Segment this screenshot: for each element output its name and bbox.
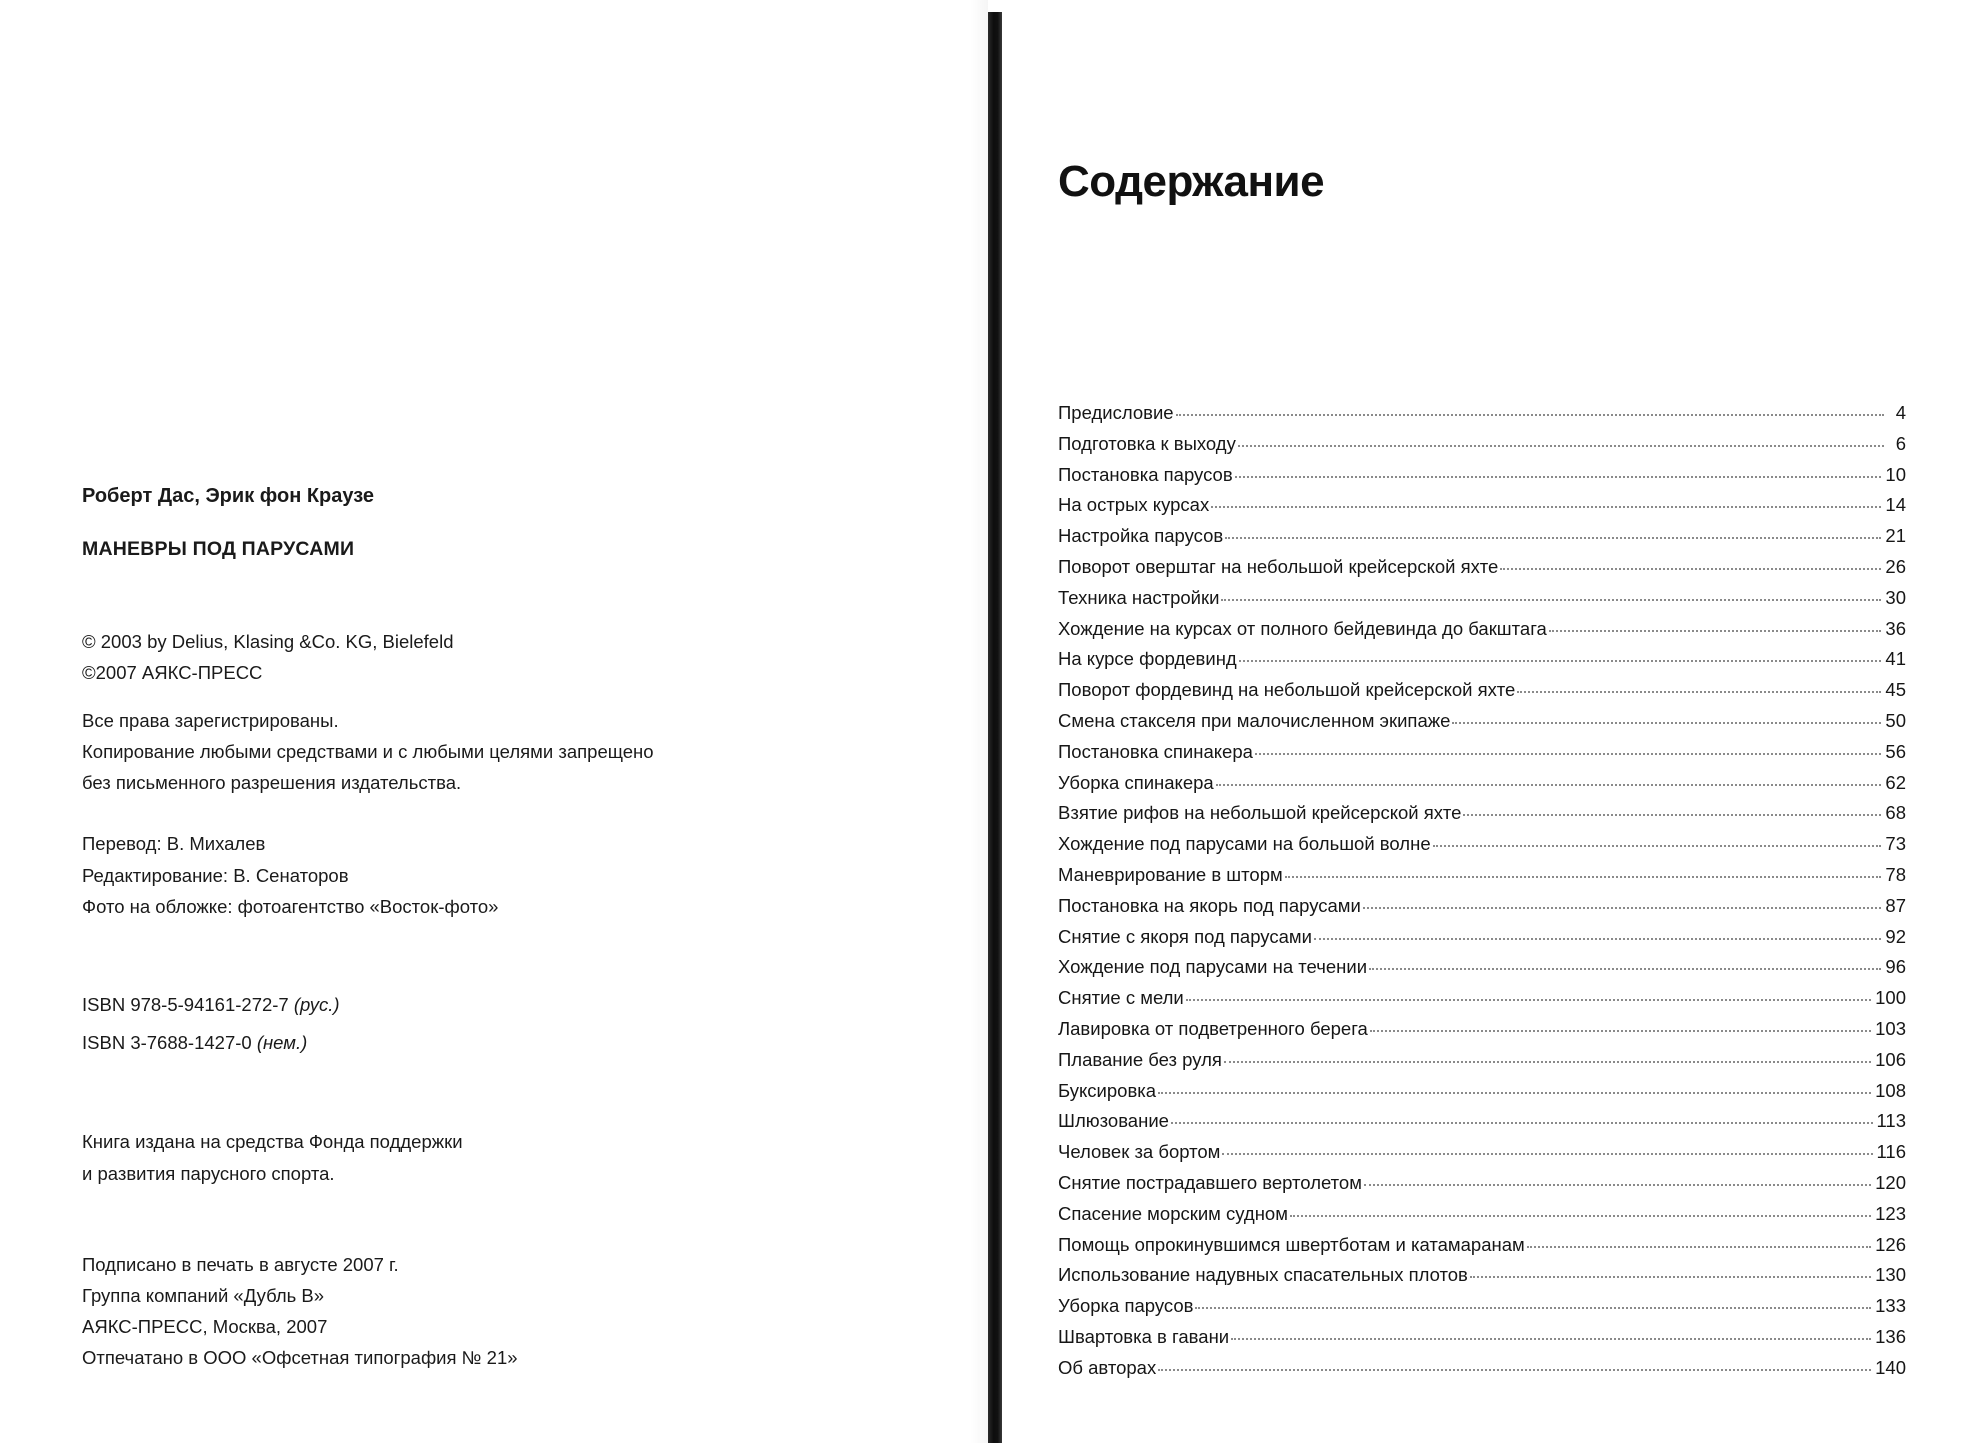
toc-dot-leader	[1470, 1276, 1871, 1278]
toc-dot-leader	[1225, 537, 1881, 539]
toc-dot-leader	[1255, 753, 1881, 755]
isbn-russian-number: ISBN 978-5-94161-272-7	[82, 994, 289, 1015]
toc-entry	[1058, 1326, 1906, 1357]
book-spine	[988, 12, 1002, 1443]
print-line-3: АЯКС-ПРЕСС, Москва, 2007	[82, 1316, 328, 1337]
rights-line-1: Все права зарегистрированы.	[82, 710, 339, 731]
toc-entry-page: 120	[1875, 1171, 1906, 1193]
toc-entry-title: Смена стакселя при малочисленном экипаже	[1058, 709, 1451, 731]
toc-dot-leader	[1517, 691, 1881, 693]
toc-entry-title: Спасение морским судном	[1058, 1202, 1288, 1224]
toc-entry-page: 106	[1875, 1048, 1906, 1070]
toc-entry-page: 30	[1885, 586, 1906, 608]
toc-entry	[1058, 1080, 1906, 1111]
toc-dot-leader	[1235, 476, 1882, 478]
toc-dot-leader	[1433, 845, 1882, 847]
toc-dot-leader	[1500, 568, 1881, 570]
toc-entry-title: Снятие пострадавшего вертолетом	[1058, 1171, 1362, 1193]
toc-entry	[1058, 802, 1906, 833]
toc-entry	[1058, 1172, 1906, 1203]
toc-dot-leader	[1186, 999, 1871, 1001]
toc-entry-title: Маневрирование в шторм	[1058, 863, 1283, 885]
print-line-2: Группа компаний «Дубль В»	[82, 1285, 325, 1306]
toc-entry-page: 4	[1895, 402, 1906, 423]
copyright-original: © 2003 by Delius, Klasing &Co. KG, Bielefeld	[82, 631, 454, 652]
toc-entry-page: 21	[1885, 525, 1906, 547]
toc-dot-leader	[1211, 506, 1881, 508]
toc-entry-title: Плавание без руля	[1058, 1048, 1222, 1070]
toc-dot-leader	[1231, 1338, 1871, 1340]
toc-entry-title: Постановка парусов	[1058, 463, 1233, 485]
toc-entry-title: Постановка спинакера	[1058, 740, 1253, 762]
book-title: МАНЕВРЫ ПОД ПАРУСАМИ	[82, 538, 355, 560]
toc-entry-title: Поворот оверштаг на небольшой крейсерской яхте	[1058, 555, 1499, 577]
toc-entry-title: На острых курсах	[1058, 494, 1210, 516]
toc-entry	[1058, 895, 1906, 926]
toc-entry	[1058, 494, 1906, 525]
isbn-russian-lang: (рус.)	[293, 994, 340, 1015]
toc-entry	[1058, 433, 1906, 464]
toc-dot-leader	[1221, 599, 1881, 601]
isbn-german	[82, 1034, 307, 1053]
toc-entry-title: Использование надувных спасательных плотов	[1058, 1264, 1468, 1286]
toc-entry	[1058, 587, 1906, 618]
toc-dot-leader	[1216, 784, 1882, 786]
toc-entry-page: 50	[1885, 709, 1906, 731]
toc-entry	[1058, 1357, 1906, 1388]
toc-dot-leader	[1363, 907, 1882, 909]
toc-entry-title: Швартовка в гавани	[1058, 1325, 1230, 1347]
toc-entry-page: 130	[1875, 1264, 1906, 1286]
toc-dot-leader	[1158, 1369, 1871, 1371]
toc-entry-title: Подготовка к выходу	[1058, 432, 1236, 454]
toc-entry	[1058, 1018, 1906, 1049]
toc-dot-leader	[1224, 1061, 1871, 1063]
toc-entry	[1058, 525, 1906, 556]
toc-entry-title: Хождение под парусами на течении	[1058, 956, 1368, 978]
toc-entry-page: 92	[1885, 925, 1906, 947]
copyright-russian: ©2007 АЯКС-ПРЕСС	[82, 662, 263, 683]
toc-entry-title: Хождение под парусами на большой волне	[1058, 833, 1431, 855]
toc-entry	[1058, 1264, 1906, 1295]
toc-entry-page: 73	[1885, 833, 1906, 855]
toc-dot-leader	[1176, 414, 1884, 416]
toc-entry	[1058, 772, 1906, 803]
toc-entry	[1058, 679, 1906, 710]
toc-dot-leader	[1463, 814, 1881, 816]
isbn-german-number: ISBN 3-7688-1427-0	[82, 1032, 252, 1053]
toc-dot-leader	[1285, 876, 1882, 878]
toc-dot-leader	[1158, 1092, 1871, 1094]
toc-entry-page: 78	[1885, 863, 1906, 885]
toc-entry	[1058, 1049, 1906, 1080]
toc-entry-title: Уборка спинакера	[1058, 771, 1214, 793]
authors: Роберт Дас, Эрик фон Краузе	[82, 485, 375, 507]
isbn-russian	[82, 996, 340, 1015]
toc-entry-title: Снятие с якоря под парусами	[1058, 925, 1312, 947]
toc-entry	[1058, 556, 1906, 587]
cover-photo-credit: Фото на обложке: фотоагентство «Восток-фото»	[82, 896, 499, 917]
toc-dot-leader	[1290, 1215, 1871, 1217]
contents-title: Содержание	[1058, 157, 1325, 206]
toc-dot-leader	[1314, 938, 1881, 940]
toc-entry-page: 126	[1875, 1233, 1906, 1255]
toc-entry	[1058, 987, 1906, 1018]
toc-entry	[1058, 464, 1906, 495]
toc-dot-leader	[1195, 1307, 1871, 1309]
toc-entry	[1058, 1234, 1906, 1265]
toc-entry-title: Поворот фордевинд на небольшой крейсерской яхте	[1058, 679, 1516, 701]
toc-entry	[1058, 1295, 1906, 1326]
toc-entry-title: Человек за бортом	[1058, 1141, 1221, 1163]
toc-entry-page: 41	[1885, 648, 1906, 670]
toc-entry-title: На курсе фордевинд	[1058, 648, 1237, 670]
toc-entry-page: 10	[1885, 463, 1906, 485]
toc-entry-page: 36	[1885, 617, 1906, 639]
toc-entry-page: 136	[1875, 1325, 1906, 1347]
print-line-1: Подписано в печать в августе 2007 г.	[82, 1254, 399, 1275]
toc-entry-page: 56	[1885, 740, 1906, 762]
toc-entry	[1058, 710, 1906, 741]
toc-entry-page: 133	[1875, 1295, 1906, 1317]
toc-entry	[1058, 926, 1906, 957]
toc-entry	[1058, 618, 1906, 649]
toc-entry-page: 123	[1875, 1202, 1906, 1224]
toc-entry	[1058, 648, 1906, 679]
toc-entry-page: 26	[1885, 555, 1906, 577]
toc-entry	[1058, 402, 1906, 433]
editing-credit: Редактирование: В. Сенаторов	[82, 865, 349, 886]
toc-entry	[1058, 956, 1906, 987]
spine-shadow	[970, 0, 988, 1443]
toc-dot-leader	[1171, 1122, 1873, 1124]
toc-entry-page: 87	[1885, 894, 1906, 916]
toc-entry-title: Лавировка от подветренного берега	[1058, 1017, 1368, 1039]
toc-entry-title: Уборка парусов	[1058, 1295, 1194, 1317]
toc-dot-leader	[1370, 1030, 1871, 1032]
toc-entry-page: 113	[1876, 1110, 1906, 1132]
toc-entry-page: 14	[1885, 494, 1906, 516]
toc-dot-leader	[1364, 1184, 1871, 1186]
table-of-contents	[1058, 402, 1906, 1388]
toc-entry-page: 140	[1875, 1356, 1906, 1378]
toc-entry-page: 100	[1875, 987, 1906, 1009]
toc-entry-page: 6	[1895, 432, 1906, 454]
toc-entry-page: 45	[1885, 679, 1906, 701]
toc-entry-page: 116	[1876, 1141, 1906, 1163]
toc-dot-leader	[1222, 1153, 1872, 1155]
toc-dot-leader	[1452, 722, 1881, 724]
toc-dot-leader	[1527, 1246, 1871, 1248]
toc-entry-page: 62	[1885, 771, 1906, 793]
fund-line-2: и развития парусного спорта.	[82, 1163, 335, 1184]
toc-dot-leader	[1238, 445, 1884, 447]
toc-entry-title: Об авторах	[1058, 1356, 1157, 1378]
toc-entry-page: 108	[1875, 1079, 1906, 1101]
toc-entry	[1058, 1141, 1906, 1172]
toc-entry-page: 103	[1875, 1017, 1906, 1039]
toc-entry-title: Настройка парусов	[1058, 525, 1224, 547]
toc-entry-title: Хождение на курсах от полного бейдевинда до бакштага	[1058, 617, 1547, 639]
toc-entry	[1058, 864, 1906, 895]
fund-line-1: Книга издана на средства Фонда поддержки	[82, 1131, 463, 1152]
isbn-german-lang: (нем.)	[256, 1032, 308, 1053]
toc-entry-title: Буксировка	[1058, 1079, 1157, 1101]
rights-line-2: Копирование любыми средствами и с любыми целями запрещено	[82, 741, 654, 762]
rights-line-3: без письменного разрешения издательства.	[82, 772, 462, 793]
toc-dot-leader	[1369, 968, 1881, 970]
print-line-4: Отпечатано в ООО «Офсетная типография № 21»	[82, 1347, 518, 1368]
toc-entry-page: 96	[1885, 956, 1906, 978]
toc-entry	[1058, 1110, 1906, 1141]
toc-entry-title: Взятие рифов на небольшой крейсерской яхте	[1058, 802, 1462, 824]
toc-entry-title: Снятие с мели	[1058, 987, 1184, 1009]
toc-dot-leader	[1549, 630, 1882, 632]
translation-credit: Перевод: В. Михалев	[82, 833, 266, 854]
toc-entry-title: Шлюзование	[1058, 1110, 1169, 1132]
toc-entry-title: Техника настройки	[1058, 586, 1220, 608]
toc-entry	[1058, 1203, 1906, 1234]
toc-entry	[1058, 833, 1906, 864]
toc-entry-title: Постановка на якорь под парусами	[1058, 894, 1361, 916]
toc-entry-title: Помощь опрокинувшимся швертботам и катамаранам	[1058, 1233, 1525, 1255]
toc-entry-page: 68	[1885, 802, 1906, 824]
toc-entry-title: Предисловие	[1058, 402, 1174, 423]
toc-entry	[1058, 741, 1906, 772]
toc-dot-leader	[1239, 660, 1882, 662]
